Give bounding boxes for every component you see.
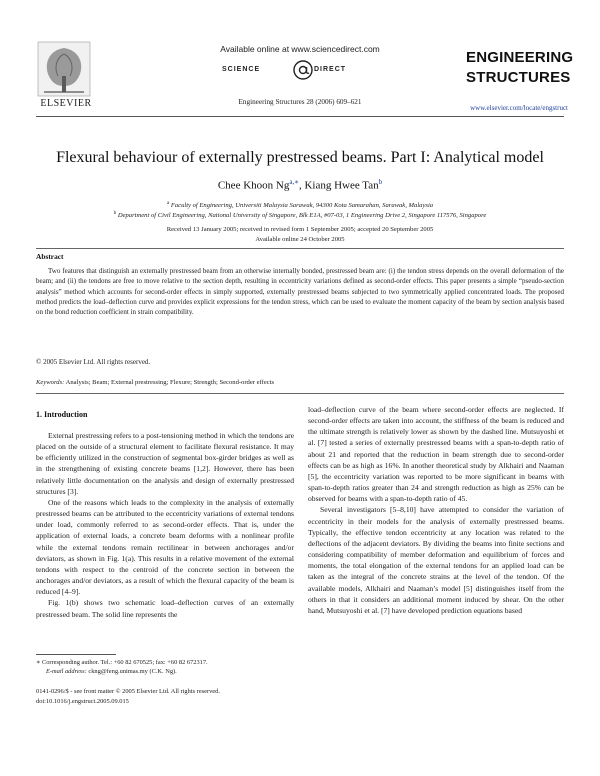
journal-url-link[interactable]: www.elsevier.com/locate/engstruct xyxy=(470,104,568,112)
section-heading-introduction: 1. Introduction xyxy=(36,410,88,419)
paper-title: Flexural behaviour of externally prestressed beams. Part I: Analytical model xyxy=(56,149,544,166)
email-address[interactable]: ckng@feng.unimas.my (C.K. Ng). xyxy=(86,668,177,675)
footnote-divider xyxy=(36,654,116,655)
left-paragraph-2: One of the reasons which leads to the complexity in the analysis of externally prestressed beams can be attributed to the eccentricity variations of external tendons under load, commonly referred to as second-order effects. That is, under the application of external loads, a concrete beam deforms with a nonlinear profile while the external tendons remain rectilinear in between anchorages and/or deviators, as shown in Fig. 1(a). This results in a relative movement of the external tendons with respect to the centroid of the concrete section in between the anchorages and/or deviators, as a result of which the flexural capacity of the beam is reduced [4–9]. xyxy=(36,497,294,597)
author-separator: , xyxy=(298,179,305,192)
affiliation-b-text: Department of Civil Engineering, National University of Singapore, Blk E1A, #07-03, 1 Engineering Drive 2, Singapore 117576, Singapore xyxy=(117,212,487,220)
abstract-heading: Abstract xyxy=(36,252,64,261)
online-date: Available online 24 October 2005 xyxy=(255,236,345,243)
journal-name-logo xyxy=(466,48,576,88)
abstract-copyright: © 2005 Elsevier Ltd. All rights reserved. xyxy=(36,358,151,366)
left-column xyxy=(36,430,294,620)
author-2-marks[interactable]: b xyxy=(378,178,383,186)
at-sign-icon xyxy=(292,58,314,82)
affiliation-a-mark: a xyxy=(166,201,170,206)
affiliation-b xyxy=(36,211,564,219)
issn-line: 0141-0296/$ - see front matter © 2005 Elsevier Ltd. All rights reserved. xyxy=(36,688,220,695)
keywords xyxy=(36,379,274,386)
publisher-name: ELSEVIER xyxy=(40,98,92,109)
keywords-label: Keywords: xyxy=(36,379,65,386)
abstract-top-divider xyxy=(36,248,564,249)
affiliation-a-text: Faculty of Engineering, Universiti Malaysia Sarawak, 94300 Kota Samarahan, Sarawak, Malaysia xyxy=(170,202,434,210)
header-divider xyxy=(36,116,564,117)
author-2[interactable]: Kiang Hwee Tan xyxy=(304,179,379,192)
author-list xyxy=(36,178,564,192)
sd-logo-right-text: DIRECT xyxy=(314,66,347,73)
doi-link[interactable]: doi:10.1016/j.engstruct.2005.09.015 xyxy=(36,698,129,705)
journal-name-line2: STRUCTURES xyxy=(466,69,571,86)
left-paragraph-1: External prestressing refers to a post-tensioning method in which the tendons are placed on the outside of a structural element to facilitate flexural resistance. It may be efficiently utilized in the construction of segmental box-girder bridges as well as in the strengthening of existing concrete beams [1,2]. However, there has been relatively little documentation on the analysis and design of externally prestressed structures [3]. xyxy=(36,431,294,496)
abstract-text: Two features that distinguish an externally prestressed beam from an otherwise internally bonded, prestressed beam are: (i) the tendon stress depends on the overall deformation of the beam; and (ii) the tendons are free to move relative to the section depth, resulting in eccentricity variations defined as second-order effects. This paper presents a simple “pseudo-section analysis” method which accounts for second-order effects in simply supported, externally prestressed beams subjected to two symmetrically applied concentrated loads. The proposed method predicts the load–deflection curve and provides explicit expressions for the tendon stress, which can be used to evaluate the moment capacity of the beam by section analysis based on the bond reduction coefficient in strain compatibility. xyxy=(36,267,564,317)
right-paragraph-2: Several investigators [5–8,10] have attempted to consider the variation of eccentricity in their models for the analysis of externally prestressed beams. Typically, the effective tendon eccentricity at any location was related to the deflections of the adjacent deviators. By dividing the beams into finite sections and considering compatibility of member deformation and equilibrium of forces and moments, the total elongation of the external tendons for an applied load can be taken as the integral of the concrete strains at the level of the tendon. Of the available models, Alkhairi and Naaman’s model [5] distinguishes itself from the others in that it considers an additional moment induced by shear. On the other hand, Mutsuyoshi et al. [7] have developed prediction equations based xyxy=(308,505,564,615)
email-label: E-mail address: xyxy=(46,668,87,675)
right-column xyxy=(308,404,564,616)
sciencedirect-logo xyxy=(222,58,372,82)
sd-logo-left-text: SCIENCE xyxy=(222,66,261,73)
left-paragraph-3: Fig. 1(b) shows two schematic load–deflection curves of an externally prestressed beam. The solid line represents the xyxy=(36,598,294,619)
author-1-marks[interactable]: a,∗ xyxy=(289,178,299,186)
corresponding-author-note: ∗ Corresponding author. Tel.: +60 82 670525; fax: +60 82 672317. xyxy=(36,659,208,666)
abstract-bottom-divider xyxy=(36,393,564,394)
email-note xyxy=(46,668,304,675)
author-1[interactable]: Chee Khoon Ng xyxy=(217,179,290,192)
availability-text: Available online at www.sciencedirect.com xyxy=(220,44,380,54)
affiliation-a xyxy=(36,201,564,209)
right-paragraph-1: load–deflection curve of the beam where second-order effects are neglected. If second-order effects are taken into account, the stiffness of the beam is reduced and the ultimate strength is relatively lower as shown by the dashed line. Mutsuyoshi et al. [7] tested a series of externally prestressed beams with a span-to-depth ratio of about 21 and reported that the reduction in beam strength due to second-order effects can be as high as 16%. In another theoretical study by Alkhairi and Naaman [5], the eccentricity variation was reported to be more significant in beams with span-to-depth ratios greater than 24 and strength reduction as high as 25% can be observed for beams with a span-to-depth ratio of 45. xyxy=(308,405,564,504)
journal-reference: Engineering Structures 28 (2006) 609–621 xyxy=(238,98,362,106)
affiliation-b-mark: b xyxy=(113,211,117,216)
journal-name-line1: ENGINEERING xyxy=(466,49,574,66)
received-dates: Received 13 January 2005; received in revised form 1 September 2005; accepted 20 September 2005 xyxy=(166,226,434,233)
keywords-list: Analysis; Beam; External prestressing; Flexure; Strength; Second-order effects xyxy=(65,379,275,386)
